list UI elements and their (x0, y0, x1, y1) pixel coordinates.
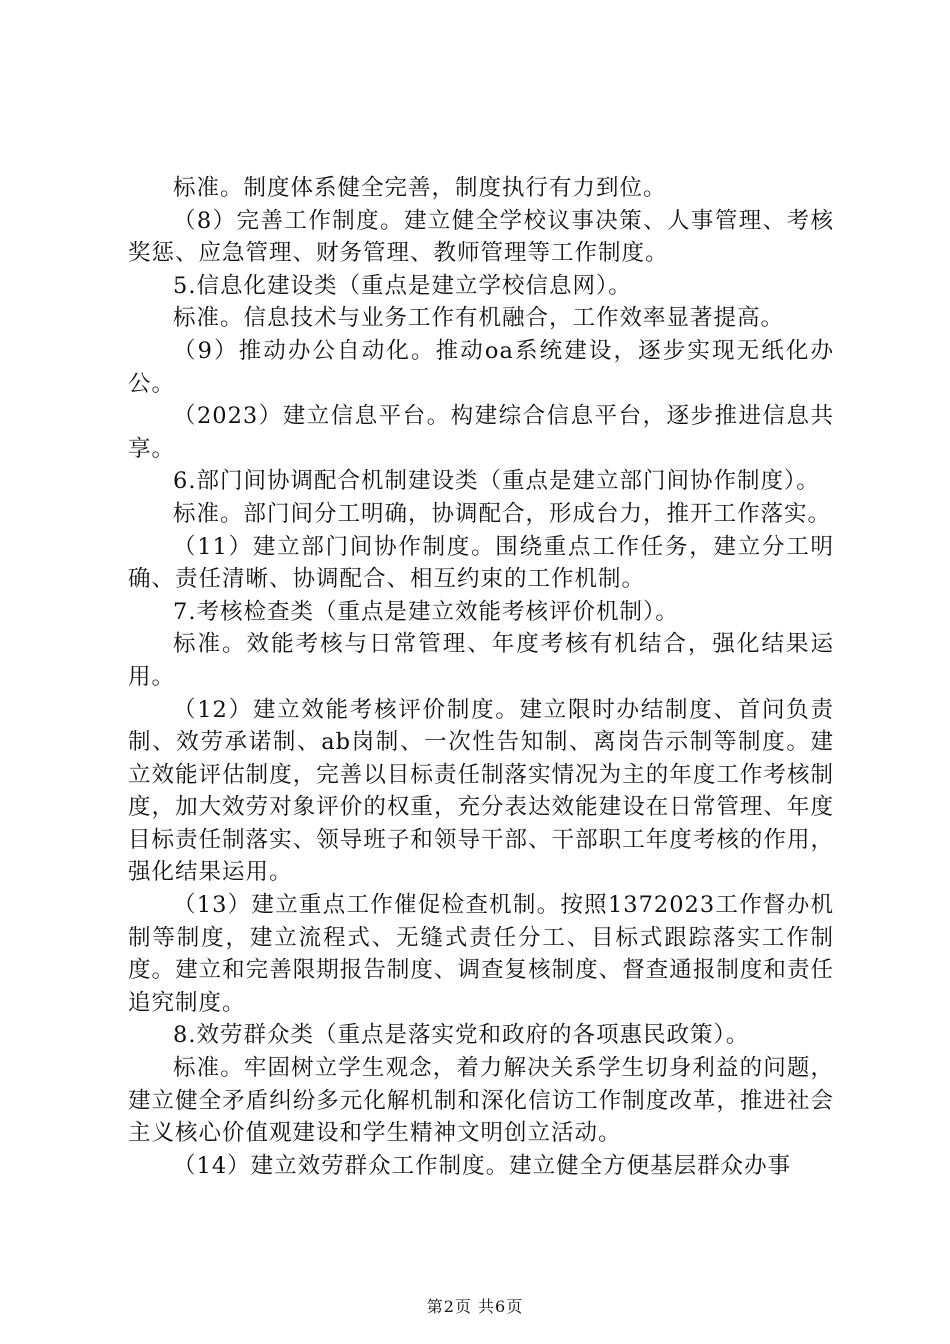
section-heading-8: 8.效劳群众类（重点是落实党和政府的各项惠民政策）。 (173, 1022, 750, 1049)
section-heading-5: 5.信息化建设类（重点是建立学校信息网）。 (173, 272, 632, 299)
paragraph-item-8: （8）完善工作制度。建立健全学校议事决策、人事管理、考核奖惩、应急管理、财务管理、教师管理等工作制度。 (128, 207, 834, 267)
paragraph-item-14: （14）建立效劳群众工作制度。建立健全方便基层群众办事 (173, 1152, 792, 1179)
paragraph-standard-service: 标准。牢固树立学生观念，着力解决关系学生切身利益的问题，建立健全矛盾纠纷多元化解机制和深化信访工作制度改革，推进社会主义核心价值观建设和学生精神文明创立活动。 (128, 1055, 834, 1147)
paragraph-standard-system: 标准。制度体系健全完善，制度执行有力到位。 (173, 175, 667, 201)
paragraph-item-11: （11）建立部门间协作制度。围绕重点工作任务，建立分工明确、责任清晰、协调配合、相互约束的工作机制。 (128, 533, 834, 593)
page-footer: 第2页 共6页 (426, 1297, 524, 1316)
document-body (128, 172, 834, 1182)
paragraph-standard-info: 标准。信息技术与业务工作有机融合，工作效率显著提高。 (173, 305, 785, 332)
paragraph-item-13: （13）建立重点工作催促检查机制。按照1372023工作督办机制等制度，建立流程式、无缝式责任分工、目标式跟踪落实工作制度。建立和完善限期报告制度、调查复核制度、督查通报制度和责任追究制度。 (128, 892, 834, 1016)
paragraph-standard-assessment: 标准。效能考核与日常管理、年度考核有机结合，强化结果运用。 (128, 631, 834, 690)
paragraph-standard-departments: 标准。部门间分工明确，协调配合，形成台力，推开工作落实。 (173, 500, 832, 527)
paragraph-item-9: （9）推动办公自动化。推动oa系统建设，逐步实现无纸化办公。 (128, 337, 834, 397)
paragraph-item-2023: （2023）建立信息平台。构建综合信息平台，逐步推进信息共享。 (128, 403, 834, 462)
section-heading-7: 7.考核检查类（重点是建立效能考核评价机制）。 (173, 598, 679, 625)
paragraph-item-12: （12）建立效能考核评价制度。建立限时办结制度、首问负责制、效劳承诺制、ab岗制、一次性告知制、离岗告示制等制度。建立效能评估制度，完善以目标责任制落实情况为主的年度工作考核制度，加大效劳对象评价的权重，充分表达效能建设在日常管理、年度目标责任制落实、领导班子和领导干部、干部职工年度考核的作用，强化结果运用。 (128, 696, 834, 886)
section-heading-6: 6.部门间协调配合机制建设类（重点是建立部门间协作制度）。 (173, 468, 820, 495)
